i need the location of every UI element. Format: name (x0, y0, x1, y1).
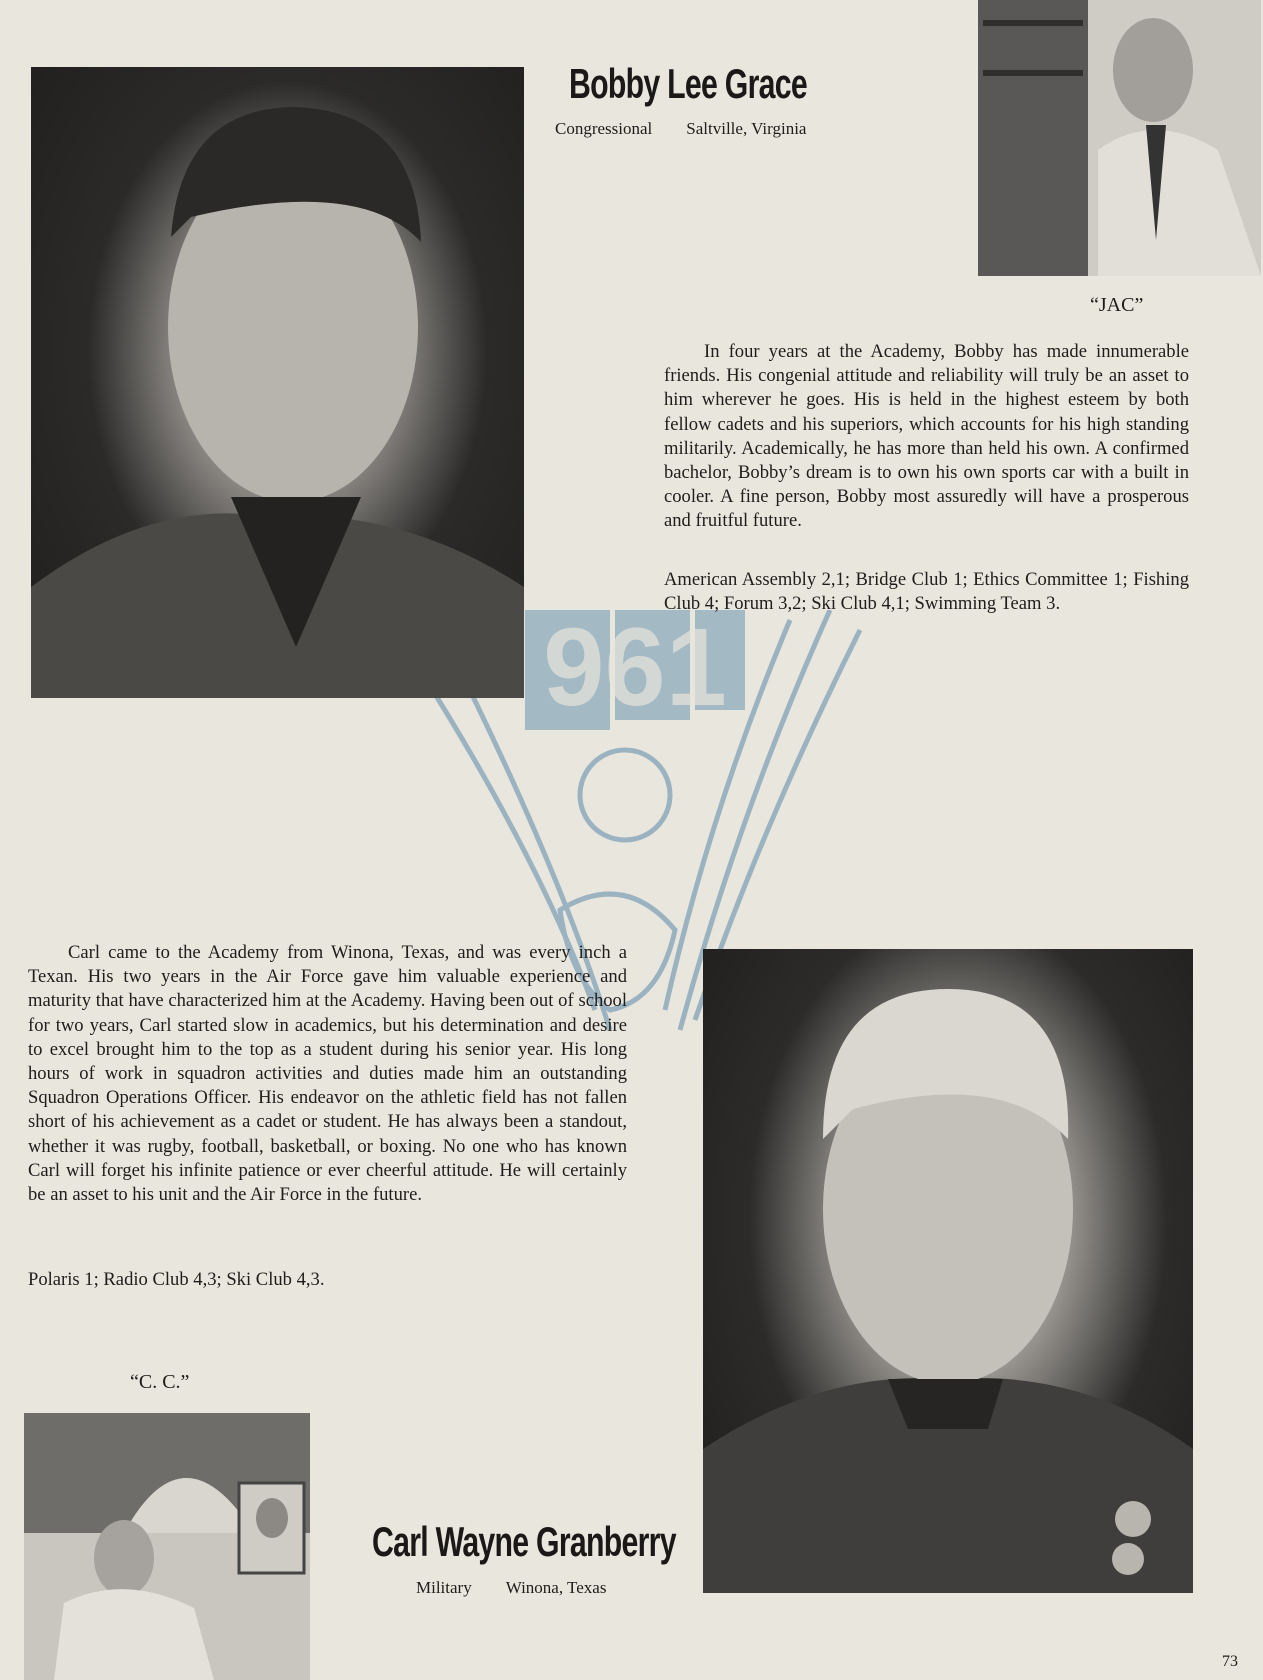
hometown: Winona, Texas (505, 1578, 607, 1597)
nickname-granberry: “C. C.” (130, 1371, 190, 1393)
portrait-photo-bobby-lee-grace (31, 67, 524, 698)
hometown: Saltville, Virginia (686, 119, 807, 138)
appointment-type: Congressional (555, 119, 653, 138)
activities-grace: American Assembly 2,1; Bridge Club 1; Ethics Committee 1; Fishing Club 4; Forum 3,2; Ski Club 4,1; Swimming Team 3. (664, 569, 1189, 615)
activities-granberry: Polaris 1; Radio Club 4,3; Ski Club 4,3. (28, 1269, 325, 1290)
cadet-subtitle-grace (555, 119, 806, 139)
crest-year-text: 961 (543, 610, 727, 729)
cadet-name-grace: Bobby Lee Grace (569, 60, 807, 107)
page-number: 73 (1222, 1653, 1238, 1670)
appointment-type: Military (416, 1578, 472, 1597)
biography-grace: In four years at the Academy, Bobby has made innumerable friends. His congenial attitude and reliability will truly be an asset to him wherever he goes. His is held in the highest esteem by both fellow cadets and his superiors, which accounts for his high standing militarily. Academically, he has more than held his own. A confirmed bachelor, Bobby’s dream is to own his own sports car with a built in cooler. A fine person, Bobby most assuredly will have a prosperous and fruitful future. (664, 341, 1189, 532)
portrait-photo-carl-wayne-granberry (703, 949, 1193, 1593)
cadet-name-granberry: Carl Wayne Granberry (372, 1518, 676, 1565)
biography-granberry: Carl came to the Academy from Winona, Texas, and was every inch a Texan. His two years in the Air Force gave him valuable experience and maturity that have characterized him at the Academy. Having been out of school for two years, Carl started slow in academics, but his determination and desire to excel brought him to the top as a student during his senior year. His long hours of work in squadron activities and duties made him an outstanding Squadron Operations Officer. His endeavor on the athletic field has not fallen short of his achievement as a cadet or student. He has always been a standout, whether it was rugby, football, basketball, or boxing. No one who has known Carl will forget his infinite patience or ever cheerful attitude. He will certainly be an asset to his unit and the Air Force in the future. (28, 942, 627, 1206)
cadet-subtitle-granberry (416, 1578, 606, 1598)
candid-photo-bobby-lee-grace (978, 0, 1261, 276)
candid-photo-carl-wayne-granberry (24, 1413, 310, 1680)
nickname-grace: “JAC” (1090, 294, 1144, 316)
